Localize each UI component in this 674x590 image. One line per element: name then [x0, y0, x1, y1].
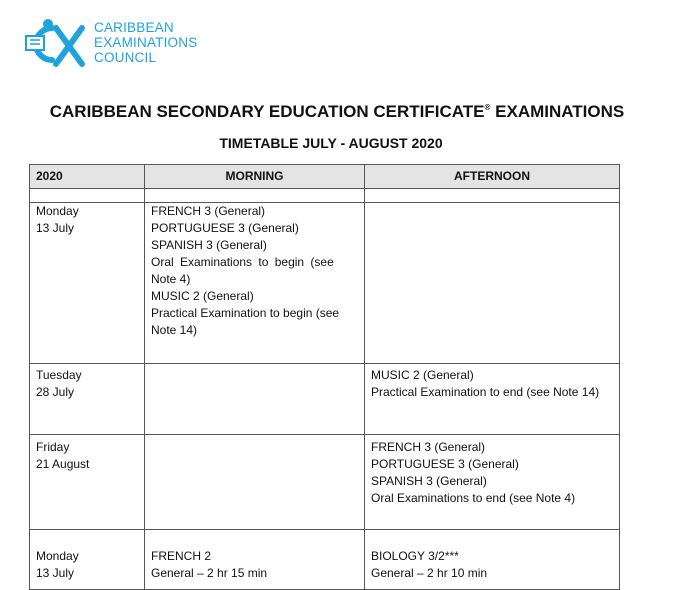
council-name-line-1: CARIBBEAN	[94, 20, 174, 35]
table-row	[30, 435, 620, 530]
document-title-main: CARIBBEAN SECONDARY EDUCATION CERTIFICATE	[49, 102, 485, 121]
exam-line: PORTUGUESE 3 (General)	[151, 221, 299, 235]
exam-line: FRENCH 2	[151, 549, 212, 563]
date-label: 13 July	[36, 566, 75, 580]
exam-line: MUSIC 2 (General)	[151, 289, 254, 303]
exam-line: SPANISH 3 (General)	[151, 238, 267, 252]
day-label: Friday	[36, 440, 70, 454]
day-label: Monday	[36, 549, 79, 563]
exam-line: General – 2 hr 10 min	[371, 566, 488, 580]
date-cell	[30, 364, 145, 435]
date-label: 21 August	[36, 457, 90, 471]
cxc-logo	[12, 14, 92, 74]
exam-line: SPANISH 3 (General)	[371, 474, 487, 488]
exam-line: Oral Examinations to end (see Note 4)	[371, 491, 576, 505]
exam-line: Oral Examinations to begin (see	[151, 255, 334, 269]
header-year: 2020	[30, 165, 145, 189]
exam-line: MUSIC 2 (General)	[371, 368, 474, 382]
morning-cell	[145, 530, 365, 590]
day-label: Monday	[36, 204, 79, 218]
exam-line: PORTUGUESE 3 (General)	[371, 457, 519, 471]
exam-line: Practical Examination to end (see Note 14)	[371, 385, 600, 399]
afternoon-cell	[365, 530, 620, 590]
date-cell	[30, 435, 145, 530]
registered-mark: ®	[484, 103, 491, 112]
date-label: 13 July	[36, 221, 75, 235]
exam-line: FRENCH 3 (General)	[371, 440, 486, 454]
morning-cell	[145, 364, 365, 435]
afternoon-cell	[365, 435, 620, 530]
document-title	[0, 102, 674, 122]
date-cell	[30, 203, 145, 364]
table-row	[30, 530, 620, 590]
morning-cell	[145, 435, 365, 530]
day-label: Tuesday	[36, 368, 82, 382]
council-name-line-3: COUNCIL	[94, 50, 157, 65]
exam-line: Note 4)	[151, 272, 191, 286]
exam-line: BIOLOGY 3/2***	[371, 549, 459, 563]
timetable-subtitle: TIMETABLE JULY - AUGUST 2020	[219, 135, 443, 151]
exam-line: General – 2 hr 15 min	[151, 566, 268, 580]
exam-line: Note 14)	[151, 323, 198, 337]
table-row	[30, 203, 620, 364]
document-title-suffix: EXAMINATIONS	[495, 102, 625, 121]
morning-cell	[145, 203, 365, 364]
date-label: 28 July	[36, 385, 75, 399]
timetable	[29, 164, 620, 590]
exam-line: FRENCH 3 (General)	[151, 204, 266, 218]
date-cell	[30, 530, 145, 590]
council-name-line-2: EXAMINATIONS	[94, 35, 198, 50]
table-row	[30, 364, 620, 435]
table-header-row	[30, 165, 620, 189]
afternoon-cell	[365, 364, 620, 435]
afternoon-cell	[365, 203, 620, 364]
header-morning: MORNING	[145, 165, 365, 189]
council-name	[94, 20, 197, 65]
exam-line: Practical Examination to begin (see	[151, 306, 340, 320]
header-afternoon: AFTERNOON	[365, 165, 620, 189]
